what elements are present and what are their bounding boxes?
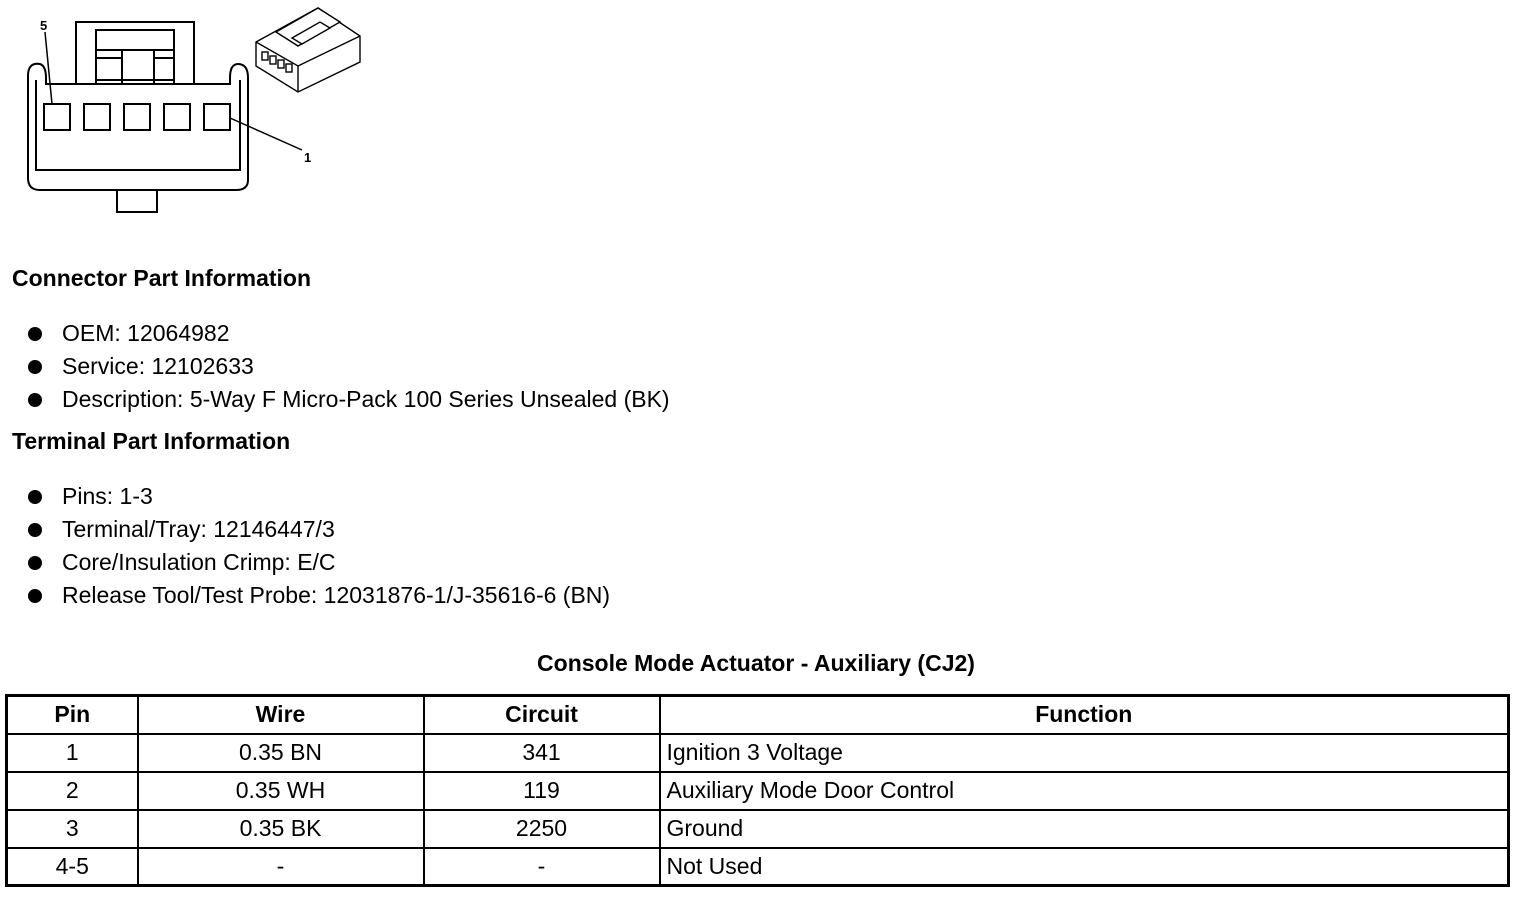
terminal-part-heading: Terminal Part Information <box>12 428 291 454</box>
cell-circuit: - <box>424 848 660 886</box>
callout-5: 5 <box>40 18 48 33</box>
list-item <box>28 317 670 350</box>
bullet-icon <box>28 556 42 570</box>
cell-function: Not Used <box>660 848 1509 886</box>
connector-part-heading: Connector Part Information <box>12 265 312 291</box>
terminal-tray-value: Terminal/Tray: 12146447/3 <box>62 516 335 542</box>
bullet-icon <box>28 393 42 407</box>
release-tool-value: Release Tool/Test Probe: 12031876-1/J-35616-6 (BN) <box>62 582 611 608</box>
connector-diagram <box>0 0 380 220</box>
table-row <box>7 772 1509 810</box>
connector-part-list <box>28 317 670 416</box>
bullet-icon <box>28 490 42 504</box>
table-title: Console Mode Actuator - Auxiliary (CJ2) <box>537 650 975 676</box>
bullet-icon <box>28 360 42 374</box>
bullet-icon <box>28 589 42 603</box>
connector-latch <box>76 22 194 84</box>
table-row <box>7 734 1509 772</box>
cell-wire: 0.35 BN <box>138 734 424 772</box>
connector-iso-view <box>256 8 360 92</box>
crimp-value: Core/Insulation Crimp: E/C <box>62 549 336 575</box>
col-header-function: Function <box>660 696 1509 734</box>
cell-pin: 4-5 <box>7 848 138 886</box>
bullet-icon <box>28 327 42 341</box>
connector-tab <box>117 190 157 212</box>
cell-function: Ground <box>660 810 1509 848</box>
cell-wire: - <box>138 848 424 886</box>
cell-pin: 1 <box>7 734 138 772</box>
cell-wire: 0.35 BK <box>138 810 424 848</box>
callout-1: 1 <box>304 150 312 165</box>
col-header-wire: Wire <box>138 696 424 734</box>
cell-function: Ignition 3 Voltage <box>660 734 1509 772</box>
list-item <box>28 383 670 416</box>
list-item <box>28 513 610 546</box>
cell-wire: 0.35 WH <box>138 772 424 810</box>
cell-circuit: 341 <box>424 734 660 772</box>
oem-value: OEM: 12064982 <box>62 320 230 346</box>
table-row <box>7 810 1509 848</box>
cell-pin: 3 <box>7 810 138 848</box>
cell-function: Auxiliary Mode Door Control <box>660 772 1509 810</box>
service-value: Service: 12102633 <box>62 353 254 379</box>
list-item <box>28 480 610 513</box>
terminal-part-list <box>28 480 610 612</box>
pinout-table <box>5 694 1510 887</box>
table-row <box>7 848 1509 886</box>
col-header-pin: Pin <box>7 696 138 734</box>
table-header-row <box>7 696 1509 734</box>
col-header-circuit: Circuit <box>424 696 660 734</box>
list-item <box>28 350 670 383</box>
description-value: Description: 5-Way F Micro-Pack 100 Series Unsealed (BK) <box>62 386 670 412</box>
bullet-icon <box>28 523 42 537</box>
cell-circuit: 2250 <box>424 810 660 848</box>
list-item <box>28 546 610 579</box>
cell-circuit: 119 <box>424 772 660 810</box>
cell-pin: 2 <box>7 772 138 810</box>
pins-value: Pins: 1-3 <box>62 483 153 509</box>
list-item <box>28 579 610 612</box>
